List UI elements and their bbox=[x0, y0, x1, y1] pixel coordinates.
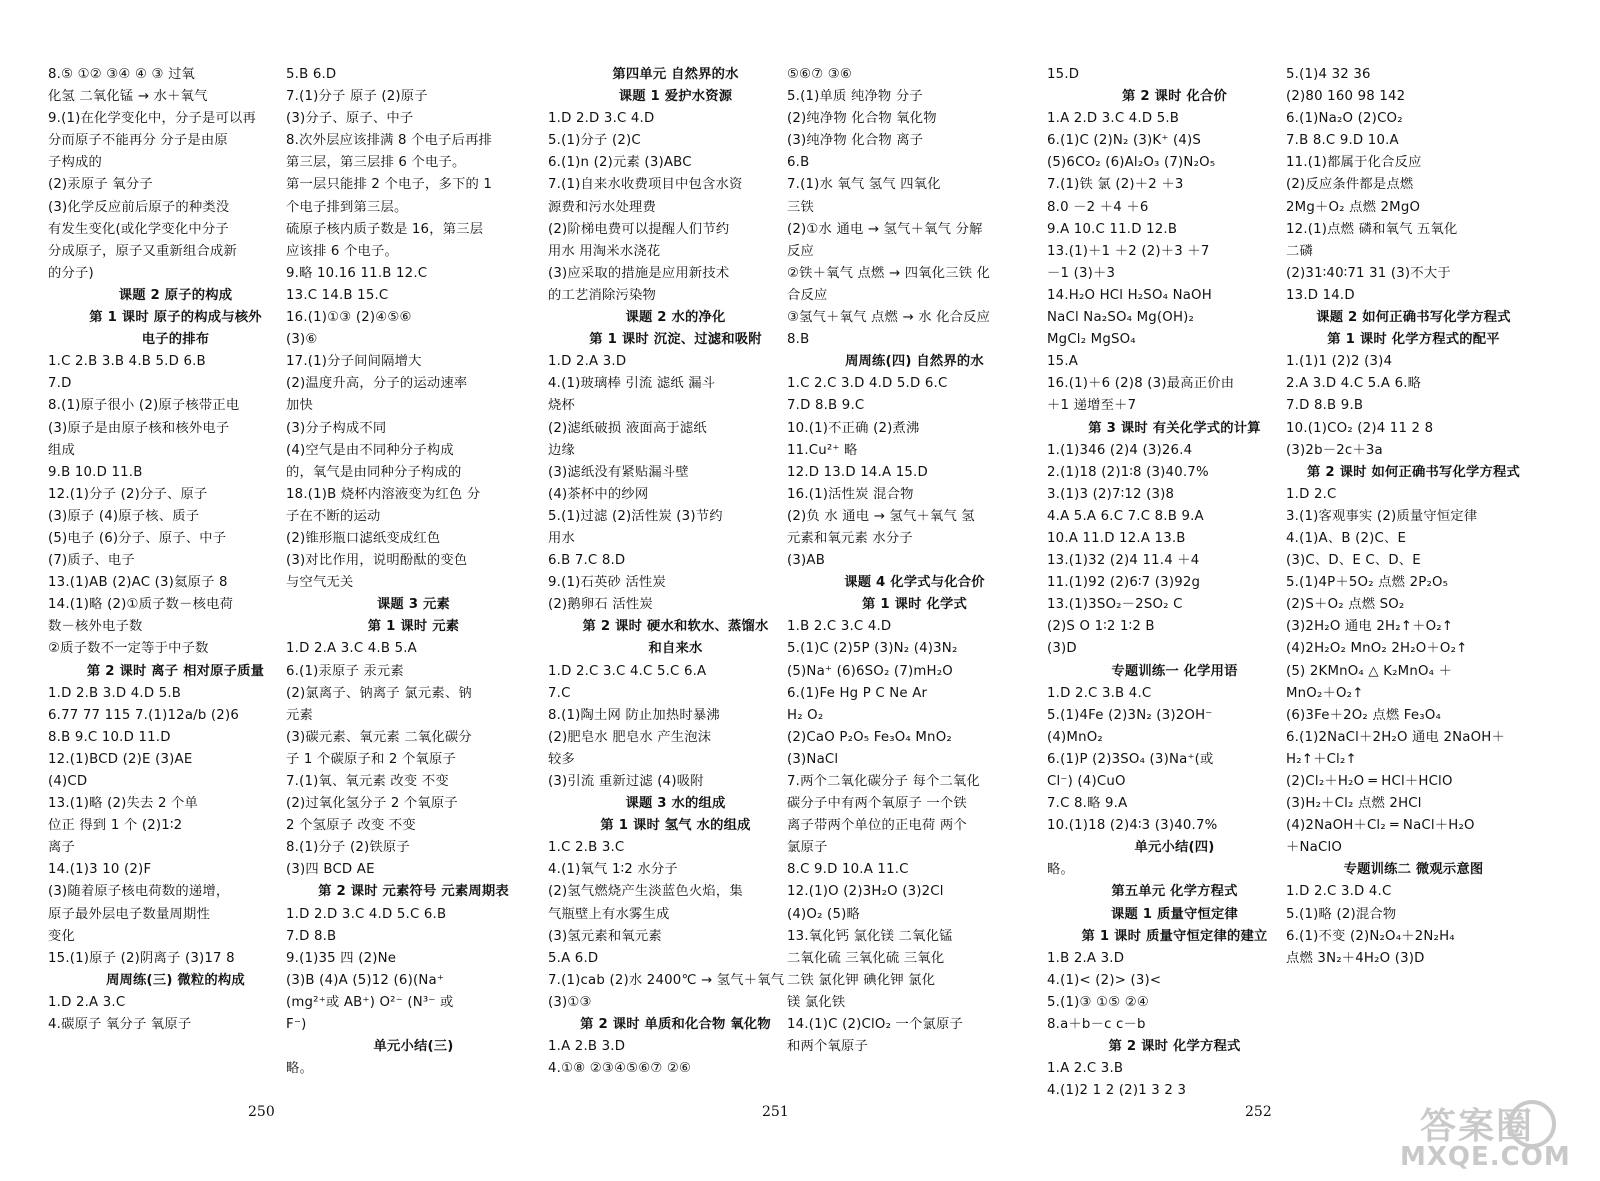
answer-line: 个电子排到第三层。 bbox=[286, 199, 408, 215]
answer-column-1 bbox=[48, 64, 303, 1036]
answer-line: 4.(1)2 1 2 (2)1 3 2 3 bbox=[1047, 1083, 1187, 1099]
answer-line: (2)纯净物 化合物 氧化物 bbox=[787, 111, 937, 127]
answer-line: 第三层，第三层排 6 个电子。 bbox=[286, 155, 466, 171]
answer-line: 课题 2 原子的构成 bbox=[118, 287, 233, 303]
answer-line: 8.⑤ ①② ③④ ④ ③ 过氧 bbox=[48, 67, 196, 82]
answer-line: (5)电子 (6)分子、原子、中子 bbox=[48, 530, 227, 546]
answer-line: 2Mg＋O₂ 点燃 2MgO bbox=[1286, 199, 1421, 215]
answer-line: 1.A 2.B 3.D bbox=[548, 1039, 626, 1055]
answer-line: 1.B 2.C 3.C 4.D bbox=[787, 619, 892, 635]
answer-column-3 bbox=[548, 64, 803, 1080]
answer-line: 数－核外电子数 bbox=[48, 619, 143, 635]
answer-line: MgCl₂ MgSO₄ bbox=[1047, 332, 1136, 348]
answer-line: (mg²⁺或 AB⁺) O²⁻ (N³⁻ 或 bbox=[286, 994, 454, 1010]
answer-line: 用水 用淘米水浇花 bbox=[548, 243, 661, 259]
page-number-middle: 251 bbox=[762, 1104, 789, 1120]
answer-line: 元素和氧元素 水分子 bbox=[787, 530, 913, 546]
answer-line: 单元小结(三) bbox=[373, 1039, 454, 1055]
answer-line: 气瓶壁上有水雾生成 bbox=[548, 906, 670, 922]
answer-line: 13.C 14.B 15.C bbox=[286, 287, 389, 303]
answer-line: 11.(1)92 (2)6∶7 (3)92g bbox=[1047, 575, 1201, 591]
answer-line: 位正 得到 1 个 (2)1∶2 bbox=[48, 818, 183, 834]
answer-line: 专题训练二 微观示意图 bbox=[1343, 862, 1484, 878]
answer-line: 6.(1)不变 (2)N₂O₄＋2N₂H₄ bbox=[1286, 928, 1455, 944]
answer-line: 6.(1)Fe Hg P C Ne Ar bbox=[787, 685, 928, 701]
answer-line: (2)温度升高，分子的运动速率 bbox=[286, 376, 468, 392]
answer-line: (3)引流 重新过滤 (4)吸附 bbox=[548, 774, 704, 789]
page-number-right: 252 bbox=[1245, 1104, 1272, 1120]
answer-line: H₂ O₂ bbox=[787, 707, 824, 723]
answer-line: 碳分子中有两个氧原子 一个铁 bbox=[787, 796, 967, 812]
answer-line: 变化 bbox=[48, 928, 75, 944]
answer-line: 课题 1 爱护水资源 bbox=[618, 89, 733, 105]
answer-line: 8.B bbox=[787, 332, 810, 348]
answer-line: 7.D 8.B 9.B bbox=[1286, 398, 1364, 414]
answer-line: 4.碳原子 氧分子 氧原子 bbox=[48, 1017, 192, 1033]
answer-line: (2)S＋O₂ 点燃 SO₂ bbox=[1286, 597, 1405, 613]
answer-line: (2)31∶40∶71 31 (3)不大于 bbox=[1286, 265, 1451, 281]
answer-line: 第 1 课时 沉淀、过滤和吸附 bbox=[589, 332, 762, 348]
answer-line: 7.D bbox=[48, 376, 72, 392]
answer-line: 有发生变化(或化学变化中分子 bbox=[48, 221, 229, 237]
answer-line: 1.D 2.D 3.C 4.D 5.C 6.B bbox=[286, 906, 447, 922]
answer-line: 第 1 课时 化学式 bbox=[862, 597, 967, 613]
answer-line: (2)阶梯电费可以提醒人们节约 bbox=[548, 221, 730, 237]
answer-line: (3)D bbox=[1047, 641, 1077, 657]
answer-line: 7.(1)cab (2)水 2400℃ → 氢气＋氧气 bbox=[548, 972, 785, 988]
answer-line: (2)CaO P₂O₅ Fe₃O₄ MnO₂ bbox=[787, 729, 952, 745]
answer-line: (3)原子 (4)原子核、质子 bbox=[48, 508, 200, 524]
answer-line: (4)MnO₂ bbox=[1047, 729, 1103, 745]
answer-line: MnO₂＋O₂↑ bbox=[1286, 685, 1364, 701]
answer-line: (3)化学反应前后原子的种类没 bbox=[48, 199, 230, 215]
answer-line: (6)3Fe＋2O₂ 点燃 Fe₃O₄ bbox=[1286, 707, 1442, 723]
answer-line: 分而原子不能再分 分子是由原 bbox=[48, 133, 228, 149]
answer-line: (3)C、D、E C、D、E bbox=[1286, 553, 1421, 569]
answer-line: 课题 2 如何正确书写化学方程式 bbox=[1316, 310, 1511, 326]
answer-line: 18.(1)B 烧杯内溶液变为红色 分 bbox=[286, 486, 481, 502]
answer-line: 8.次外层应该排满 8 个电子后再排 bbox=[286, 133, 493, 149]
answer-line: 10.(1)18 (2)4∶3 (3)40.7% bbox=[1047, 818, 1218, 834]
answer-line: 7.C bbox=[548, 685, 571, 701]
answer-line: ⑤⑥⑦ ③⑥ bbox=[787, 67, 853, 82]
answer-line: 12.(1)O (2)3H₂O (3)2Cl bbox=[787, 884, 944, 900]
answer-line: 边缘 bbox=[548, 442, 575, 458]
answer-line: (2)反应条件都是点燃 bbox=[1286, 177, 1414, 193]
answer-line: (4)2NaOH＋Cl₂ ═ NaCl＋H₂O bbox=[1286, 818, 1475, 834]
answer-line: 8.(1)原子很小 (2)原子核带正电 bbox=[48, 398, 240, 414]
answer-line: (2)S O 1∶2 1∶2 B bbox=[1047, 619, 1155, 635]
answer-line: (2)Cl₂＋H₂O ═ HCl＋HClO bbox=[1286, 774, 1453, 789]
answer-line: 5.(1)4P＋5O₂ 点燃 2P₂O₅ bbox=[1286, 575, 1449, 591]
answer-line: 课题 3 元素 bbox=[376, 597, 451, 613]
answer-line: 源费和污水处理费 bbox=[548, 199, 656, 215]
answer-line: NaCl Na₂SO₄ Mg(OH)₂ bbox=[1047, 310, 1195, 326]
answer-line: ②质子数不一定等于中子数 bbox=[48, 641, 209, 657]
answer-line: (3)2H₂O 通电 2H₂↑＋O₂↑ bbox=[1286, 619, 1454, 635]
answer-line: 第 1 课时 氢气 水的组成 bbox=[600, 818, 751, 834]
answer-line: 离子带两个单位的正电荷 两个 bbox=[787, 818, 967, 834]
answer-line: 1.D 2.A 3.C 4.B 5.A bbox=[286, 641, 417, 657]
answer-line: 离子 bbox=[48, 840, 75, 856]
answer-line: 6.(1)汞原子 汞元素 bbox=[286, 663, 404, 679]
answer-line: 二铁 氯化钾 碘化钾 氯化 bbox=[787, 972, 936, 988]
answer-line: 第 2 课时 元素符号 元素周期表 bbox=[318, 884, 509, 900]
answer-line: 7.(1)自来水收费项目中包含水资 bbox=[548, 177, 743, 193]
answer-line: 5.(1)4 32 36 bbox=[1286, 67, 1371, 82]
answer-line: 第一层只能排 2 个电子，多下的 1 bbox=[286, 177, 493, 193]
answer-line: 1.D 2.C 3.D 4.C bbox=[1286, 884, 1392, 900]
answer-line: 第 1 课时 化学方程式的配平 bbox=[1327, 332, 1500, 348]
answer-line: H₂↑＋Cl₂↑ bbox=[1286, 751, 1357, 767]
answer-line: 分成原子，原子又重新组合成新 bbox=[48, 243, 237, 259]
answer-line: 5.(1)③ ①⑤ ②④ bbox=[1047, 994, 1149, 1010]
answer-line: 13.(1)32 (2)4 11.4 ＋4 bbox=[1047, 553, 1200, 569]
answer-line: 9.(1)在化学变化中，分子是可以再 bbox=[48, 111, 256, 127]
answer-column-4 bbox=[787, 64, 1042, 1058]
answer-line: (2)过氧化氢分子 2 个氧原子 bbox=[286, 796, 458, 812]
answer-line: 6.(1)2NaCl＋2H₂O 通电 2NaOH＋ bbox=[1286, 729, 1505, 745]
answer-line: 5.(1)4Fe (2)3N₂ (3)2OH⁻ bbox=[1047, 707, 1213, 723]
answer-line: 9.A 10.C 11.D 12.B bbox=[1047, 221, 1178, 237]
answer-line: (2)锥形瓶口滤纸变成红色 bbox=[286, 530, 441, 546]
answer-line: 16.(1)＋6 (2)8 (3)最高正价由 bbox=[1047, 376, 1235, 392]
answer-line: 合反应 bbox=[787, 287, 828, 303]
answer-line: 4.(1)氧气 1∶2 水分子 bbox=[548, 862, 678, 878]
answer-line: 2.A 3.D 4.C 5.A 6.略 bbox=[1286, 376, 1422, 392]
answer-line: 与空气无关 bbox=[286, 575, 354, 591]
answer-line: 13.(1)＋1 ＋2 (2)＋3 ＋7 bbox=[1047, 243, 1210, 259]
answer-line: 6.(1)P (2)3SO₄ (3)Na⁺(或 bbox=[1047, 751, 1214, 767]
answer-line: 子 1 个碳原子和 2 个氧原子 bbox=[286, 751, 456, 767]
answer-line: 硫原子核内质子数是 16，第三层 bbox=[286, 221, 484, 237]
answer-line: 1.D 2.D 3.C 4.D bbox=[548, 111, 655, 127]
answer-line: ＋NaClO bbox=[1286, 840, 1343, 856]
answer-line: 第 3 课时 有关化学式的计算 bbox=[1088, 420, 1261, 436]
watermark-bottom-text: MXQE.COM bbox=[1400, 1142, 1571, 1172]
answer-line: (2)鹅卵石 活性炭 bbox=[548, 597, 653, 613]
answer-line: 第五单元 化学方程式 bbox=[1111, 884, 1238, 900]
answer-line: 单元小结(四) bbox=[1134, 840, 1215, 856]
answer-line: 1.C 2.B 3.C bbox=[548, 840, 625, 856]
answer-line: 7.(1)分子 原子 (2)原子 bbox=[286, 89, 428, 105]
page-number-left: 250 bbox=[248, 1104, 275, 1120]
answer-line: 6.(1)Na₂O (2)CO₂ bbox=[1286, 111, 1403, 127]
answer-line: 11.(1)都属于化合反应 bbox=[1286, 155, 1422, 171]
answer-line: (2)氢气燃烧产生淡蓝色火焰，集 bbox=[548, 884, 743, 900]
answer-line: 16.(1)活性炭 混合物 bbox=[787, 486, 914, 502]
answer-line: 1.D 2.C 3.B 4.C bbox=[1047, 685, 1152, 701]
answer-line: 加快 bbox=[286, 398, 313, 414]
answer-line: 第四单元 自然界的水 bbox=[612, 67, 739, 82]
answer-line: 7.两个二氧化碳分子 每个二氧化 bbox=[787, 774, 980, 789]
answer-line: 第 1 课时 元素 bbox=[367, 619, 460, 635]
answer-line: 5.B 6.D bbox=[286, 67, 337, 82]
answer-line: 1.D 2.A 3.D bbox=[548, 354, 627, 370]
answer-line: 7.D 8.B 9.C bbox=[787, 398, 865, 414]
answer-line: 13.(1)3SO₂－2SO₂ C bbox=[1047, 597, 1183, 613]
answer-line: 5.(1)过滤 (2)活性炭 (3)节约 bbox=[548, 508, 723, 524]
answer-line: 4.①⑧ ②③④⑤⑥⑦ ②⑥ bbox=[548, 1061, 692, 1077]
answer-line: 第 2 课时 化合价 bbox=[1122, 89, 1227, 105]
answer-line: 13.氧化钙 氯化镁 二氧化锰 bbox=[787, 928, 953, 944]
answer-line: 13.D 14.D bbox=[1286, 287, 1355, 303]
answer-line: (4)空气是由不同种分子构成 bbox=[286, 442, 454, 458]
watermark-badge-icon bbox=[1508, 1100, 1556, 1148]
answer-line: 点燃 3N₂＋4H₂O (3)D bbox=[1286, 950, 1425, 966]
answer-line: 15.D bbox=[1047, 67, 1080, 82]
answer-line: 12.(1)点燃 磷和氧气 五氧化 bbox=[1286, 221, 1458, 237]
answer-line: (3)氢元素和氧元素 bbox=[548, 928, 662, 944]
answer-line: (7)质子、电子 bbox=[48, 553, 135, 569]
answer-line: 子在不断的运动 bbox=[286, 508, 381, 524]
answer-line: 专题训练一 化学用语 bbox=[1111, 663, 1238, 679]
answer-line: (2)肥皂水 肥皂水 产生泡沫 bbox=[548, 729, 712, 745]
answer-line: (3)应采取的措施是应用新技术 bbox=[548, 265, 730, 281]
answer-line: 烧杯 bbox=[548, 398, 575, 414]
answer-line: 5.A 6.D bbox=[548, 950, 599, 966]
answer-line: (3)四 BCD AE bbox=[286, 862, 375, 878]
answer-line: (3)分子构成不同 bbox=[286, 420, 387, 436]
answer-line: (3)⑥ bbox=[286, 332, 318, 348]
answer-line: 2.(1)18 (2)1∶8 (3)40.7% bbox=[1047, 464, 1209, 480]
answer-line: 9.B 10.D 11.B bbox=[48, 464, 143, 480]
answer-line: －1 (3)＋3 bbox=[1047, 265, 1116, 281]
answer-line: 4.(1)< (2)> (3)< bbox=[1047, 972, 1162, 988]
answer-line: (3)滤纸没有紧贴漏斗壁 bbox=[548, 464, 689, 480]
answer-line: 的工艺消除污染物 bbox=[548, 287, 656, 303]
answer-line: 镁 氯化铁 bbox=[787, 994, 846, 1010]
answer-line: 1.C 2.B 3.B 4.B 5.D 6.B bbox=[48, 354, 206, 370]
answer-line: 氯原子 bbox=[787, 840, 828, 856]
answer-line: 组成 bbox=[48, 442, 75, 458]
answer-line: 12.(1)BCD (2)E (3)AE bbox=[48, 751, 193, 767]
answer-line: 第 2 课时 单质和化合物 氧化物 bbox=[580, 1017, 771, 1033]
answer-line: 9.(1)35 四 (2)Ne bbox=[286, 950, 397, 966]
answer-line: 的，氧气是由同种分子构成的 bbox=[286, 464, 462, 480]
answer-line: (2)氯离子、钠离子 氯元素、钠 bbox=[286, 685, 472, 701]
answer-line: 课题 3 水的组成 bbox=[625, 796, 726, 812]
answer-line: 13.(1)AB (2)AC (3)氦原子 8 bbox=[48, 575, 228, 591]
answer-column-6 bbox=[1286, 64, 1541, 970]
answer-line: 10.(1)CO₂ (2)4 11 2 8 bbox=[1286, 420, 1434, 436]
answer-line: 10.(1)不正确 (2)煮沸 bbox=[787, 420, 920, 436]
answer-line: 14.(1)略 (2)①质子数－核电荷 bbox=[48, 597, 234, 613]
answer-line: (5)Na⁺ (6)6SO₂ (7)mH₂O bbox=[787, 663, 953, 679]
answer-line: 的分子) bbox=[48, 265, 94, 281]
answer-line: 15.(1)原子 (2)阴离子 (3)17 8 bbox=[48, 950, 235, 966]
answer-line: 第 1 课时 原子的构成与核外 bbox=[89, 310, 262, 326]
answer-line: 子构成的 bbox=[48, 155, 102, 171]
answer-line: 8.(1)陶土网 防止加热时暴沸 bbox=[548, 707, 720, 723]
answer-line: (3)分子、原子、中子 bbox=[286, 111, 414, 127]
answer-line: 1.D 2.C 3.C 4.C 5.C 6.A bbox=[548, 663, 707, 679]
answer-line: 6.(1)n (2)元素 (3)ABC bbox=[548, 155, 692, 171]
answer-line: 课题 4 化学式与化合价 bbox=[844, 575, 985, 591]
answer-line: (3)原子是由原子核和核外电子 bbox=[48, 420, 230, 436]
answer-line: 1.(1)1 (2)2 (3)4 bbox=[1286, 354, 1393, 370]
answer-line: 17.(1)分子间间隔增大 bbox=[286, 354, 422, 370]
answer-line: 16.(1)①③ (2)④⑤⑥ bbox=[286, 310, 412, 326]
answer-line: 1.B 2.A 3.D bbox=[1047, 950, 1125, 966]
answer-column-5 bbox=[1047, 64, 1302, 1102]
answer-line: 周周练(四) 自然界的水 bbox=[845, 354, 984, 370]
answer-line: 5.(1)略 (2)混合物 bbox=[1286, 906, 1397, 922]
answer-line: 化氢 二氧化锰 → 水＋氧气 bbox=[48, 89, 208, 105]
answer-line: 元素 bbox=[286, 707, 313, 723]
answer-line: 15.A bbox=[1047, 354, 1079, 370]
answer-line: 用水 bbox=[548, 530, 575, 546]
answer-line: 5.(1)C (2)5P (3)N₂ (4)3N₂ bbox=[787, 641, 958, 657]
answer-line: 应该排 6 个电子。 bbox=[286, 243, 398, 259]
answer-line: 8.(1)分子 (2)铁原子 bbox=[286, 840, 410, 856]
answer-line: 7.D 8.B bbox=[286, 928, 337, 944]
answer-line: (3)随着原子核电荷数的递增， bbox=[48, 884, 230, 900]
answer-line: 1.D 2.A 3.C bbox=[48, 994, 126, 1010]
answer-line: (3)NaCl bbox=[787, 751, 839, 767]
answer-line: 13.(1)略 (2)失去 2 个单 bbox=[48, 796, 199, 812]
answer-line: (3)AB bbox=[787, 553, 826, 569]
answer-line: 8.0 －2 ＋4 ＋6 bbox=[1047, 199, 1149, 215]
answer-line: 8.B 9.C 10.D 11.D bbox=[48, 729, 171, 745]
answer-line: 反应 bbox=[787, 243, 814, 259]
answer-line: 14.(1)C (2)ClO₂ 一个氯原子 bbox=[787, 1017, 964, 1033]
answer-line: 第 2 课时 离子 相对原子质量 bbox=[86, 663, 265, 679]
answer-line: 7.(1)铁 氯 (2)＋2 ＋3 bbox=[1047, 177, 1184, 193]
answer-line: ③氢气＋氧气 点燃 → 水 化合反应 bbox=[787, 310, 991, 326]
answer-line: 8.C 9.D 10.A 11.C bbox=[787, 862, 909, 878]
answer-line: 8.a＋b－c c－b bbox=[1047, 1017, 1146, 1033]
answer-line: (2)负 水 通电 → 氢气＋氧气 氢 bbox=[787, 508, 975, 524]
answer-line: 10.A 11.D 12.A 13.B bbox=[1047, 530, 1186, 546]
answer-line: 第 2 课时 化学方程式 bbox=[1108, 1039, 1241, 1055]
answer-line: 6.B bbox=[787, 155, 810, 171]
answer-line: 7.C 8.略 9.A bbox=[1047, 796, 1128, 812]
answer-line: 略。 bbox=[286, 1061, 313, 1077]
answer-line: 1.A 2.D 3.C 4.D 5.B bbox=[1047, 111, 1180, 127]
answer-line: 9.(1)石英砂 活性炭 bbox=[548, 575, 666, 591]
answer-line: 12.(1)分子 (2)分子、原子 bbox=[48, 486, 208, 502]
answer-line: 12.D 13.D 14.A 15.D bbox=[787, 464, 928, 480]
answer-line: 14.H₂O HCl H₂SO₄ NaOH bbox=[1047, 287, 1212, 303]
answer-line: 和自来水 bbox=[648, 641, 703, 657]
answer-line: (3)碳元素、氧元素 二氧化碳分 bbox=[286, 729, 472, 745]
answer-line: 1.D 2.C bbox=[1286, 486, 1337, 502]
answer-line: 课题 2 水的净化 bbox=[625, 310, 726, 326]
answer-line: 6.77 77 115 7.(1)12a/b (2)6 bbox=[48, 707, 240, 723]
answer-line: Cl⁻) (4)CuO bbox=[1047, 774, 1126, 789]
answer-line: (2)①水 通电 → 氢气＋氧气 分解 bbox=[787, 221, 983, 237]
answer-line: (3)H₂＋Cl₂ 点燃 2HCl bbox=[1286, 796, 1422, 812]
answer-line: 7.B 8.C 9.D 10.A bbox=[1286, 133, 1399, 149]
answer-line: (3)对比作用，说明酚酞的变色 bbox=[286, 553, 468, 569]
watermark-top-text: 答案圈 bbox=[1420, 1106, 1535, 1147]
answer-line: (3)①③ bbox=[548, 994, 592, 1010]
answer-line: 略。 bbox=[1047, 862, 1074, 878]
answer-line: 6.B 7.C 8.D bbox=[548, 553, 626, 569]
answer-line: 4.(1)玻璃棒 引流 滤纸 漏斗 bbox=[548, 376, 716, 392]
answer-line: 4.(1)A、B (2)C、E bbox=[1286, 530, 1407, 546]
answer-line: (4)2H₂O₂ MnO₂ 2H₂O＋O₂↑ bbox=[1286, 641, 1468, 657]
answer-line: 1.A 2.C 3.B bbox=[1047, 1061, 1124, 1077]
answer-line: (2)滤纸破损 液面高于滤纸 bbox=[548, 420, 707, 436]
answer-line: (2)汞原子 氧分子 bbox=[48, 177, 153, 193]
answer-line: 二氧化硫 三氧化硫 三氧化 bbox=[787, 950, 945, 966]
answer-line: 1.D 2.B 3.D 4.D 5.B bbox=[48, 685, 182, 701]
answer-line: (3)2b－2c＋3a bbox=[1286, 442, 1383, 458]
answer-line: (5) 2KMnO₄ △ K₂MnO₄ ＋ bbox=[1286, 663, 1453, 679]
answer-line: 7.(1)氧、氧元素 改变 不变 bbox=[286, 774, 449, 789]
answer-line: (5)6CO₂ (6)Al₂O₃ (7)N₂O₅ bbox=[1047, 155, 1216, 171]
answer-line: 9.略 10.16 11.B 12.C bbox=[286, 265, 428, 281]
watermark-logo bbox=[1390, 1098, 1585, 1176]
answer-line: 4.A 5.A 6.C 7.C 8.B 9.A bbox=[1047, 508, 1204, 524]
answer-line: (4)O₂ (5)略 bbox=[787, 906, 860, 922]
answer-line: (3)B (4)A (5)12 (6)(Na⁺ bbox=[286, 972, 445, 988]
answer-line: (3)纯净物 化合物 离子 bbox=[787, 133, 924, 149]
answer-line: 1.C 2.C 3.D 4.D 5.D 6.C bbox=[787, 376, 948, 392]
answer-line: 和两个氧原子 bbox=[787, 1039, 868, 1055]
answer-line: 电子的排布 bbox=[141, 332, 210, 348]
answer-line: 1.(1)346 (2)4 (3)26.4 bbox=[1047, 442, 1193, 458]
answer-line: 2 个氢原子 改变 不变 bbox=[286, 818, 416, 834]
answer-column-2 bbox=[286, 64, 541, 1080]
answer-line: (4)茶杯中的纱网 bbox=[548, 486, 649, 502]
answer-line: 7.(1)水 氧气 氢气 四氧化 bbox=[787, 177, 941, 193]
answer-line: 5.(1)分子 (2)C bbox=[548, 133, 641, 149]
answer-line: 3.(1)客观事实 (2)质量守恒定律 bbox=[1286, 508, 1478, 524]
answer-line: ＋1 递增至＋7 bbox=[1047, 398, 1137, 414]
answer-line: 二磷 bbox=[1286, 243, 1313, 259]
answer-line: 原子最外层电子数量周期性 bbox=[48, 906, 210, 922]
answer-line: 第 1 课时 质量守恒定律的建立 bbox=[1081, 928, 1268, 944]
answer-line: (4)CD bbox=[48, 774, 88, 789]
answer-line: 3.(1)3 (2)7∶12 (3)8 bbox=[1047, 486, 1175, 502]
answer-line: (2)80 160 98 142 bbox=[1286, 89, 1406, 105]
answer-line: 第 2 课时 如何正确书写化学方程式 bbox=[1307, 464, 1520, 480]
answer-line: 5.(1)单质 纯净物 分子 bbox=[787, 89, 923, 105]
answer-line: 周周练(三) 微粒的构成 bbox=[106, 972, 245, 988]
answer-line: 11.Cu²⁺ 略 bbox=[787, 442, 858, 458]
answer-line: 14.(1)3 10 (2)F bbox=[48, 862, 152, 878]
answer-line: 第 2 课时 硬水和软水、蒸馏水 bbox=[582, 619, 769, 635]
answer-line: F⁻) bbox=[286, 1017, 307, 1033]
answer-line: ②铁＋氧气 点燃 → 四氧化三铁 化 bbox=[787, 265, 991, 281]
answer-line: 课题 1 质量守恒定律 bbox=[1110, 906, 1239, 922]
answer-line: 较多 bbox=[548, 751, 575, 767]
answer-line: 6.(1)C (2)N₂ (3)K⁺ (4)S bbox=[1047, 133, 1202, 149]
answer-line: 三铁 bbox=[787, 199, 814, 215]
